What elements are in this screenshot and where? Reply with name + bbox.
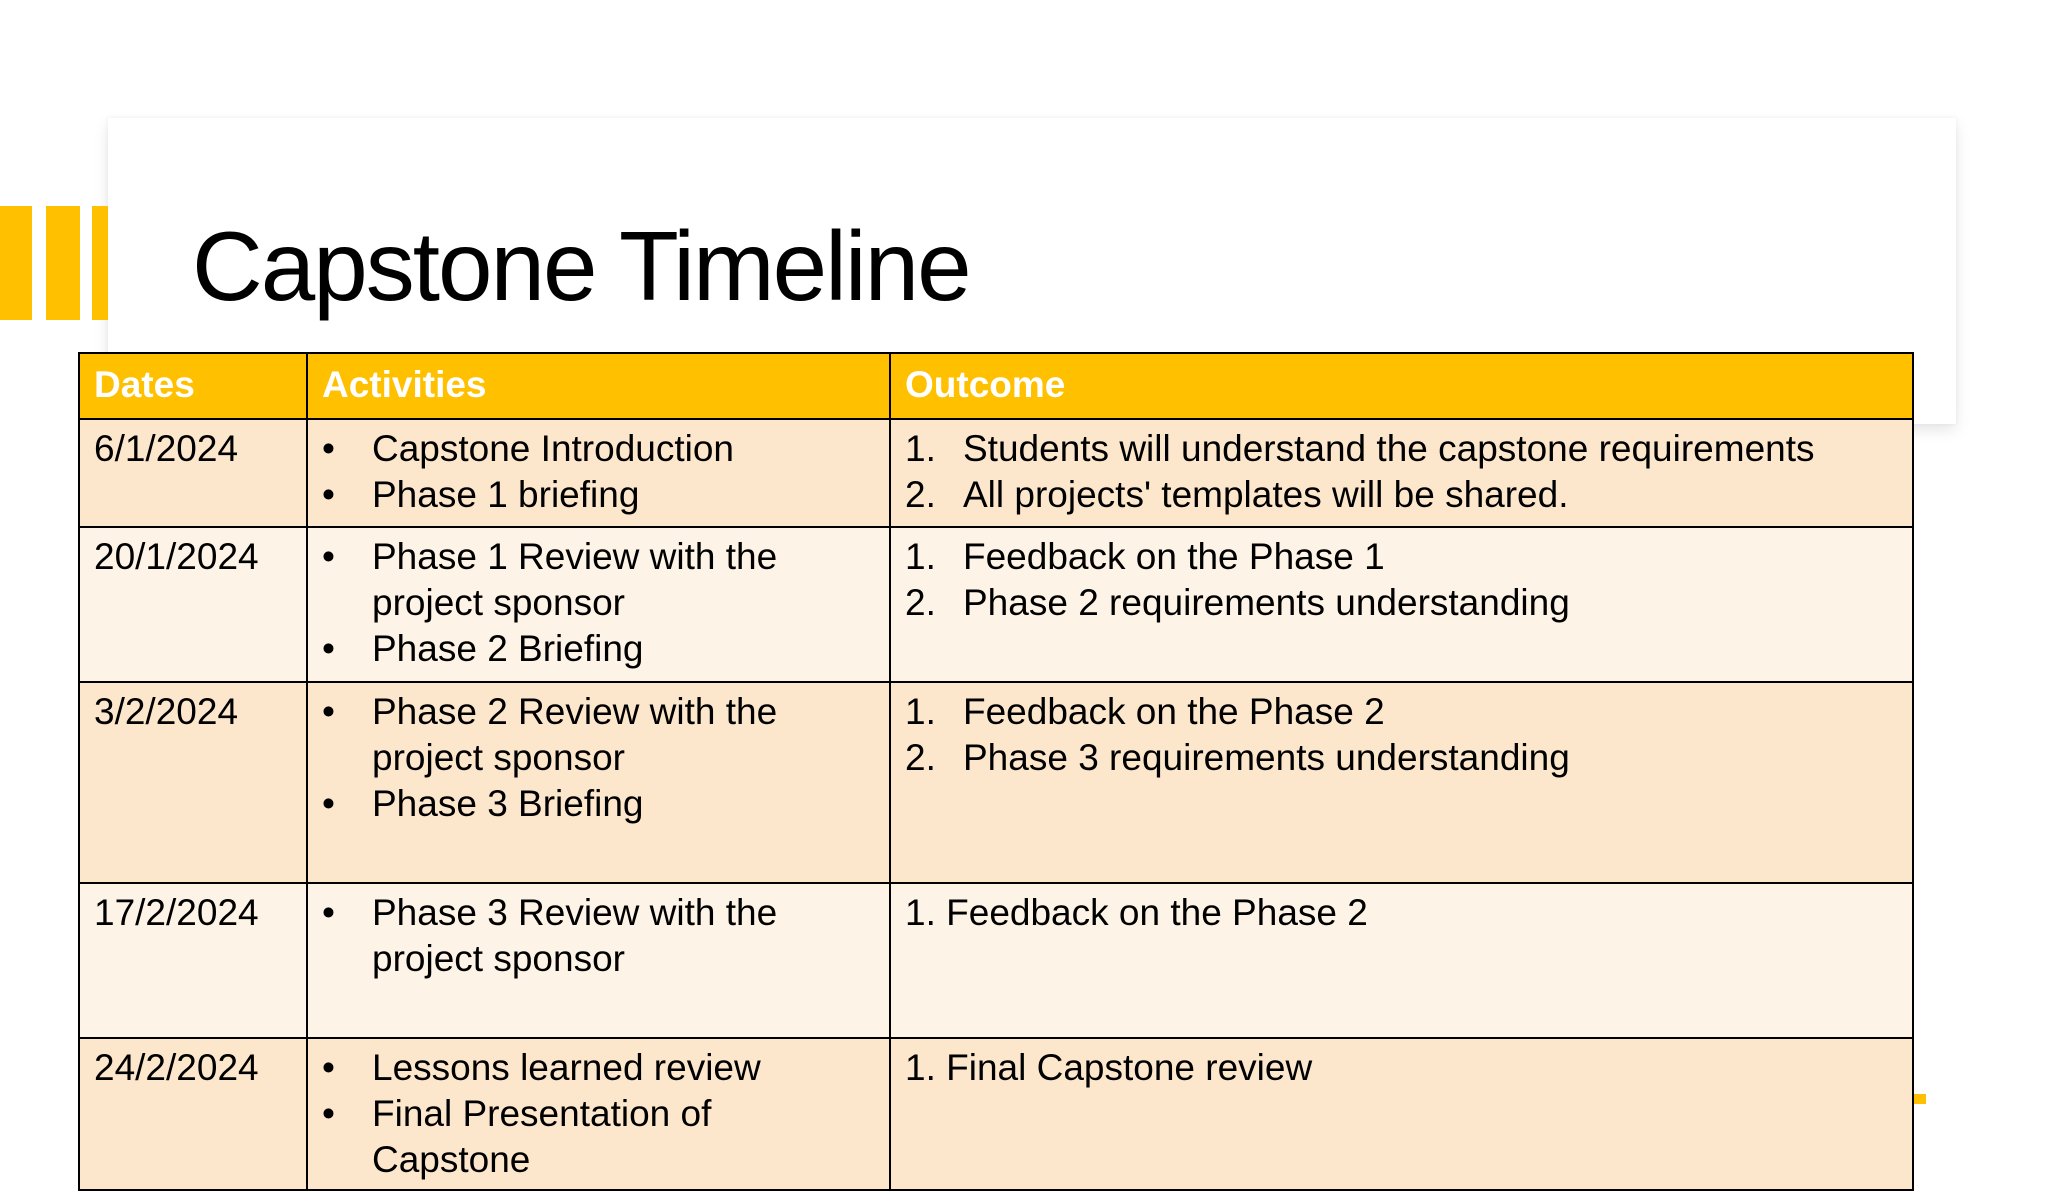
outcome-cell [890,682,1913,883]
outcome-text: Phase 2 requirements understanding [963,582,1570,623]
list-number: 2. [905,737,936,778]
list-item [322,689,875,781]
bullet-icon: • [322,1047,335,1088]
table-header-row [79,353,1913,419]
list-number: 1. [905,691,936,732]
list-item [322,781,875,827]
list-item [322,472,875,518]
activity-text: Phase 1 Review with the project sponsor [372,536,778,623]
list-item [322,626,875,672]
list-item [905,689,1898,735]
outcome-text: All projects' templates will be shared. [963,474,1569,515]
bullet-icon: • [322,428,335,469]
outcome-cell [890,419,1913,527]
outcome-text: Feedback on the Phase 1 [963,536,1385,577]
activities-cell [307,682,890,883]
table-row [79,883,1913,1038]
outcome-cell [890,883,1913,1038]
header-activities: Activities [307,353,890,419]
list-number: 1. [905,536,936,577]
list-number: 2. [905,474,936,515]
date-cell: 20/1/2024 [79,527,307,682]
activity-text: Capstone Introduction [372,428,735,469]
list-number: 2. [905,582,936,623]
bullet-icon: • [322,474,335,515]
activity-text: Phase 1 briefing [372,474,640,515]
bullet-icon: • [322,892,335,933]
bullet-icon: • [322,628,335,669]
outcome-cell [890,1038,1913,1190]
activity-text: Lessons learned review [372,1047,761,1088]
activity-text: Phase 3 Briefing [372,783,644,824]
accent-bar [46,206,80,320]
list-item [322,426,875,472]
activities-cell [307,1038,890,1190]
activity-text: Final Presentation of Capstone [372,1093,712,1180]
slide-title: Capstone Timeline [192,211,970,321]
table-row [79,1038,1913,1190]
list-item [905,735,1898,781]
header-outcome: Outcome [890,353,1913,419]
table-row [79,527,1913,682]
list-number: 1. [905,428,936,469]
list-item [322,890,875,982]
activities-cell [307,419,890,527]
list-item [905,534,1898,580]
activity-text: Phase 2 Briefing [372,628,644,669]
table-row [79,682,1913,883]
table-row [79,419,1913,527]
activity-text: Phase 2 Review with the project sponsor [372,691,778,778]
list-item [905,426,1898,472]
bullet-icon: • [322,783,335,824]
list-item [322,534,875,626]
accent-bar [0,206,32,320]
activity-text: Phase 3 Review with the project sponsor [372,892,778,979]
outcome-text: 1. Final Capstone review [905,1047,1313,1088]
date-cell: 3/2/2024 [79,682,307,883]
list-item [322,1091,875,1183]
bullet-icon: • [322,691,335,732]
outcome-text: Phase 3 requirements understanding [963,737,1570,778]
bullet-icon: • [322,536,335,577]
list-item [905,580,1898,626]
activities-cell [307,527,890,682]
list-item [322,1045,875,1091]
outcome-text: Feedback on the Phase 2 [963,691,1385,732]
header-dates: Dates [79,353,307,419]
list-item [905,472,1898,518]
outcome-text: Students will understand the capstone requirements [963,428,1815,469]
timeline-table [78,352,1914,1191]
activities-cell [307,883,890,1038]
date-cell: 24/2/2024 [79,1038,307,1190]
bullet-icon: • [322,1093,335,1134]
outcome-cell [890,527,1913,682]
date-cell: 17/2/2024 [79,883,307,1038]
accent-bar [92,206,108,320]
date-cell: 6/1/2024 [79,419,307,527]
outcome-text: 1. Feedback on the Phase 2 [905,892,1368,933]
